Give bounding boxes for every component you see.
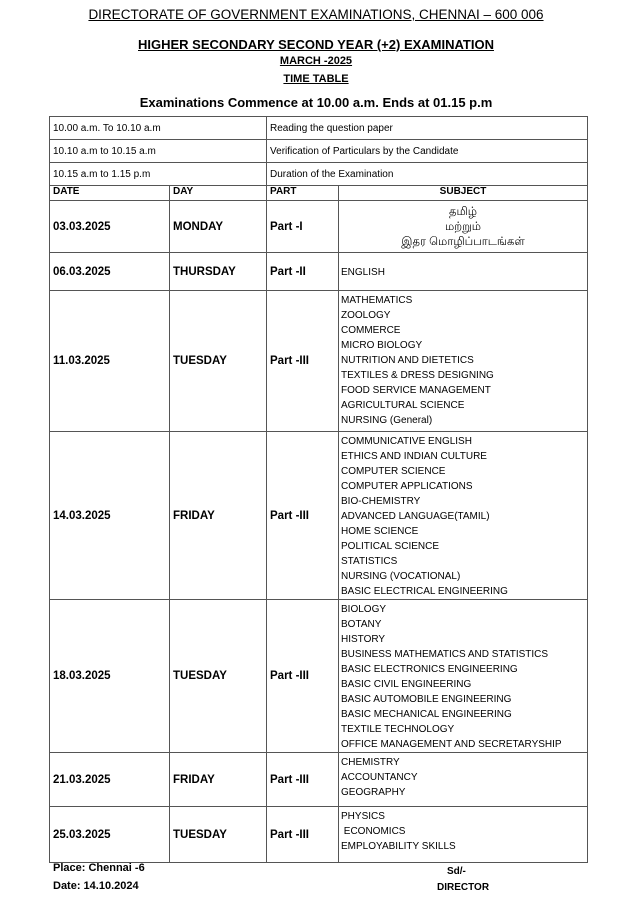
exam-row — [50, 807, 588, 863]
subject-item: COMMERCE — [341, 325, 401, 336]
subject-item: HISTORY — [341, 634, 386, 645]
exam-date: 06.03.2025 — [50, 253, 170, 291]
directorate-heading: DIRECTORATE OF GOVERNMENT EXAMINATIONS, CHENNAI – 600 006 — [88, 7, 544, 22]
exam-day: FRIDAY — [170, 432, 267, 600]
subject-item: TEXTILE TECHNOLOGY — [341, 724, 455, 735]
signature: Sd/- — [447, 866, 466, 877]
subject-item: ACCOUNTANCY — [341, 772, 418, 783]
subject-item: BASIC ELECTRICAL ENGINEERING — [341, 586, 508, 597]
time-slot-activity: Verification of Particulars by the Candidate — [267, 140, 588, 163]
exam-day: TUESDAY — [170, 807, 267, 863]
column-header-part: PART — [267, 186, 339, 201]
exam-subjects — [339, 253, 588, 291]
subject-item: NURSING (General) — [341, 415, 433, 426]
exam-row — [50, 432, 588, 600]
subject-item: COMMUNICATIVE ENGLISH — [341, 436, 472, 447]
exam-subjects — [339, 807, 588, 863]
exam-day: TUESDAY — [170, 600, 267, 753]
exam-part: Part -III — [267, 432, 339, 600]
subject-item: BASIC CIVIL ENGINEERING — [341, 679, 472, 690]
subject-item: PHYSICS — [341, 811, 385, 822]
subject-item: TEXTILES & DRESS DESIGNING — [341, 370, 494, 381]
subject-item: EMPLOYABILITY SKILLS — [341, 841, 456, 852]
subject-item: MICRO BIOLOGY — [341, 340, 423, 351]
column-header-row — [50, 186, 588, 201]
exam-part: Part -I — [267, 201, 339, 253]
subject-item: ZOOLOGY — [341, 310, 391, 321]
exam-row — [50, 253, 588, 291]
subject-item: POLITICAL SCIENCE — [341, 541, 440, 552]
subject-item: AGRICULTURAL SCIENCE — [341, 400, 465, 411]
exam-subjects — [339, 600, 588, 753]
subject-item: BASIC AUTOMOBILE ENGINEERING — [341, 694, 512, 705]
subject-item: BOTANY — [341, 619, 382, 630]
exam-date: 18.03.2025 — [50, 600, 170, 753]
exam-row — [50, 291, 588, 432]
issue-date: Date: 14.10.2024 — [53, 880, 139, 892]
exam-date: 11.03.2025 — [50, 291, 170, 432]
exam-day: TUESDAY — [170, 291, 267, 432]
subject-item: CHEMISTRY — [341, 757, 400, 768]
doc-type: TIME TABLE — [283, 73, 349, 85]
exam-row — [50, 600, 588, 753]
exam-day: MONDAY — [170, 201, 267, 253]
exam-day: FRIDAY — [170, 753, 267, 807]
subject-item: ECONOMICS — [341, 826, 406, 837]
subject-item: BASIC ELECTRONICS ENGINEERING — [341, 664, 518, 675]
timing-note: Examinations Commence at 10.00 a.m. Ends at 01.15 p.m — [139, 95, 493, 110]
exam-date: 21.03.2025 — [50, 753, 170, 807]
time-slot-time: 10.00 a.m. To 10.10 a.m — [50, 117, 267, 140]
exam-part: Part -III — [267, 807, 339, 863]
subject-item: BASIC MECHANICAL ENGINEERING — [341, 709, 512, 720]
exam-subjects — [339, 291, 588, 432]
time-slot-time: 10.15 a.m to 1.15 p.m — [50, 163, 267, 186]
exam-part: Part -II — [267, 253, 339, 291]
exam-subjects — [339, 201, 588, 253]
exam-subjects — [339, 432, 588, 600]
time-slot-row — [50, 163, 588, 186]
exam-part: Part -III — [267, 291, 339, 432]
subject-item: இதர மொழிப்பாடங்கள் — [401, 236, 525, 248]
subject-item: NURSING (VOCATIONAL) — [341, 571, 461, 582]
subject-item: HOME SCIENCE — [341, 526, 419, 537]
subject-item: GEOGRAPHY — [341, 787, 406, 798]
exam-part: Part -III — [267, 600, 339, 753]
subject-item: COMPUTER APPLICATIONS — [341, 481, 473, 492]
time-slot-activity: Duration of the Examination — [267, 163, 588, 186]
exam-date: 25.03.2025 — [50, 807, 170, 863]
exam-part: Part -III — [267, 753, 339, 807]
time-slot-time: 10.10 a.m to 10.15 a.m — [50, 140, 267, 163]
subject-item: மற்றும் — [445, 221, 481, 233]
subject-item: NUTRITION AND DIETETICS — [341, 355, 474, 366]
exam-day: THURSDAY — [170, 253, 267, 291]
exam-date: 03.03.2025 — [50, 201, 170, 253]
subject-item: ENGLISH — [341, 267, 385, 278]
exam-date: 14.03.2025 — [50, 432, 170, 600]
subject-item: MATHEMATICS — [341, 295, 413, 306]
time-slot-row — [50, 140, 588, 163]
subject-item: COMPUTER SCIENCE — [341, 466, 446, 477]
column-header-day: DAY — [170, 186, 267, 201]
timetable — [49, 116, 588, 863]
subject-item: BIO-CHEMISTRY — [341, 496, 421, 507]
subject-item: ETHICS AND INDIAN CULTURE — [341, 451, 487, 462]
subject-item: BUSINESS MATHEMATICS AND STATISTICS — [341, 649, 549, 660]
subject-item: தமிழ் — [448, 206, 478, 218]
subject-item: STATISTICS — [341, 556, 398, 567]
place: Place: Chennai -6 — [53, 862, 145, 874]
exam-subjects — [339, 753, 588, 807]
column-header-date: DATE — [50, 186, 170, 201]
time-slot-activity: Reading the question paper — [267, 117, 588, 140]
designation: DIRECTOR — [437, 882, 490, 893]
column-header-subject: SUBJECT — [339, 186, 588, 201]
time-slot-row — [50, 117, 588, 140]
subject-item: OFFICE MANAGEMENT AND SECRETARYSHIP — [341, 739, 562, 750]
exam-row — [50, 753, 588, 807]
exam-row — [50, 201, 588, 253]
exam-session: MARCH -2025 — [279, 55, 353, 67]
subject-item: FOOD SERVICE MANAGEMENT — [341, 385, 491, 396]
subject-item: BIOLOGY — [341, 604, 387, 615]
subject-item: ADVANCED LANGUAGE(TAMIL) — [341, 511, 490, 522]
exam-title: HIGHER SECONDARY SECOND YEAR (+2) EXAMINATION — [138, 37, 494, 52]
